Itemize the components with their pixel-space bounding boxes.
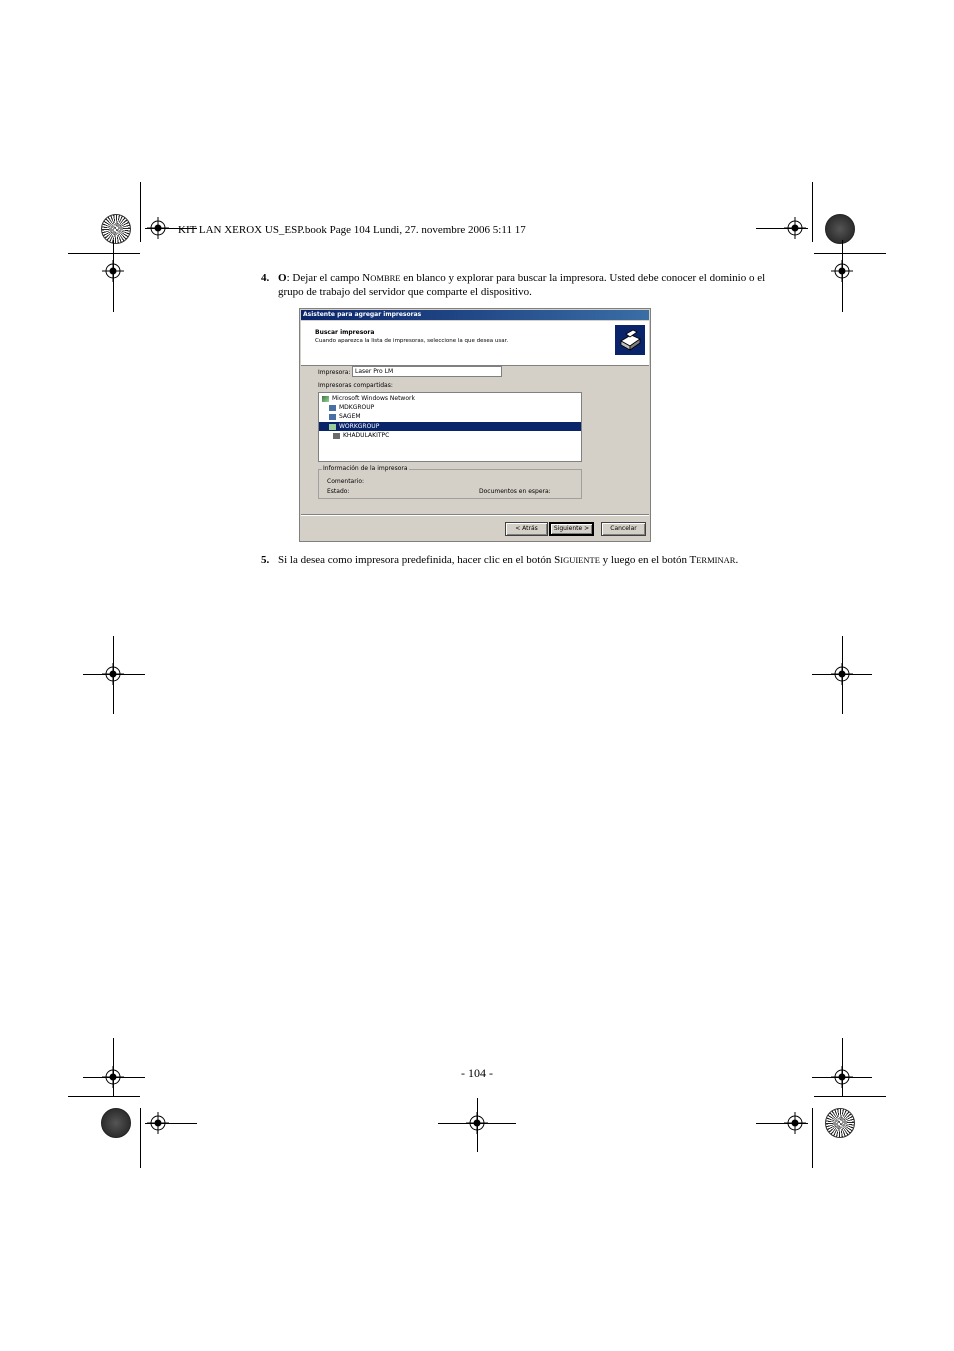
crosshair-target-icon [831,260,853,282]
crop-line [812,182,813,242]
workgroup-icon [329,414,336,420]
step-bold-option: O [278,272,287,284]
network-icon [322,396,329,402]
step-4 [261,271,801,299]
crosshair-target-icon [784,1112,806,1134]
status-label: Estado: [327,488,350,495]
dialog-title: Asistente para agregar impresoras [301,310,649,320]
printer-label: Impresora: [318,369,351,376]
step-text [278,553,821,567]
shared-printers-tree[interactable] [318,392,582,462]
add-printer-wizard-dialog [299,308,651,542]
tree-item[interactable]: KHADULAKITPC [333,431,389,440]
workgroup-icon [329,424,336,430]
field-name-smallcaps: OMBRE [370,273,401,283]
step-text-part: Si la desea como impresora predefinida, hacer clic en el botón S [278,554,561,566]
button-name-smallcaps: ERMINAR [696,555,736,565]
color-rosette-icon [825,1108,855,1138]
wizard-heading: Buscar impresora [315,329,375,336]
cancel-button[interactable]: Cancelar [601,522,646,536]
shared-printers-label: Impresoras compartidas: [318,382,393,389]
back-button[interactable]: < Atrás [505,522,548,536]
crosshair-target-icon [102,260,124,282]
wizard-header [301,321,649,366]
crop-line [68,253,140,254]
crop-line [140,182,141,242]
printer-name-input[interactable]: Laser Pro LM [352,366,502,377]
tree-item[interactable]: MDKGROUP [329,403,374,412]
step-text-part: en blanco y explorar para buscar la impresora. Usted debe conocer el dominio o el [400,272,766,284]
button-name-smallcaps: IGUIENTE [560,555,600,565]
workgroup-icon [329,405,336,411]
color-rosette-icon [101,1108,131,1138]
color-rosette-icon [825,214,855,244]
crosshair-target-icon [831,663,853,685]
step-text-part: : Dejar el campo N [286,272,371,284]
next-button[interactable]: Siguiente > [549,522,594,536]
step-number: 4. [261,272,270,284]
tree-item[interactable]: Microsoft Windows Network [322,394,415,403]
tree-item[interactable]: SAGEM [329,412,361,421]
computer-icon [333,433,340,439]
step-text-part: . [735,554,739,566]
step-text-line: grupo de trabajo del servidor que comparte el dispositivo. [278,286,532,298]
crop-line [140,1108,141,1168]
crop-line [814,253,886,254]
page-number: - 104 - [461,1066,493,1080]
comment-label: Comentario: [327,478,365,485]
crop-line [68,1096,140,1097]
crosshair-target-icon [102,663,124,685]
crosshair-target-icon [147,217,169,239]
printer-info-title: Información de la impresora [323,465,408,472]
step-number: 5. [261,554,270,566]
crosshair-target-icon [147,1112,169,1134]
step-5 [261,553,821,567]
tree-item-selected[interactable]: WORKGROUP [319,422,581,431]
wizard-subheading: Cuando aparezca la lista de impresoras, seleccione la que desea usar. [315,338,509,344]
step-text [278,271,801,299]
crosshair-target-icon [784,217,806,239]
book-header: KIT LAN XEROX US_ESP.book Page 104 Lundi, 27. novembre 2006 5:11 17 [178,224,526,236]
crop-line [812,1108,813,1168]
queued-documents-label: Documentos en espera: [479,488,551,495]
printer-info-group [318,465,582,499]
printer-icon [615,325,645,355]
crop-line [814,1096,886,1097]
crosshair-target-icon [466,1112,488,1134]
button-separator [301,514,649,516]
color-rosette-icon [101,214,131,244]
step-text-part: y luego en el botón T [599,554,697,566]
